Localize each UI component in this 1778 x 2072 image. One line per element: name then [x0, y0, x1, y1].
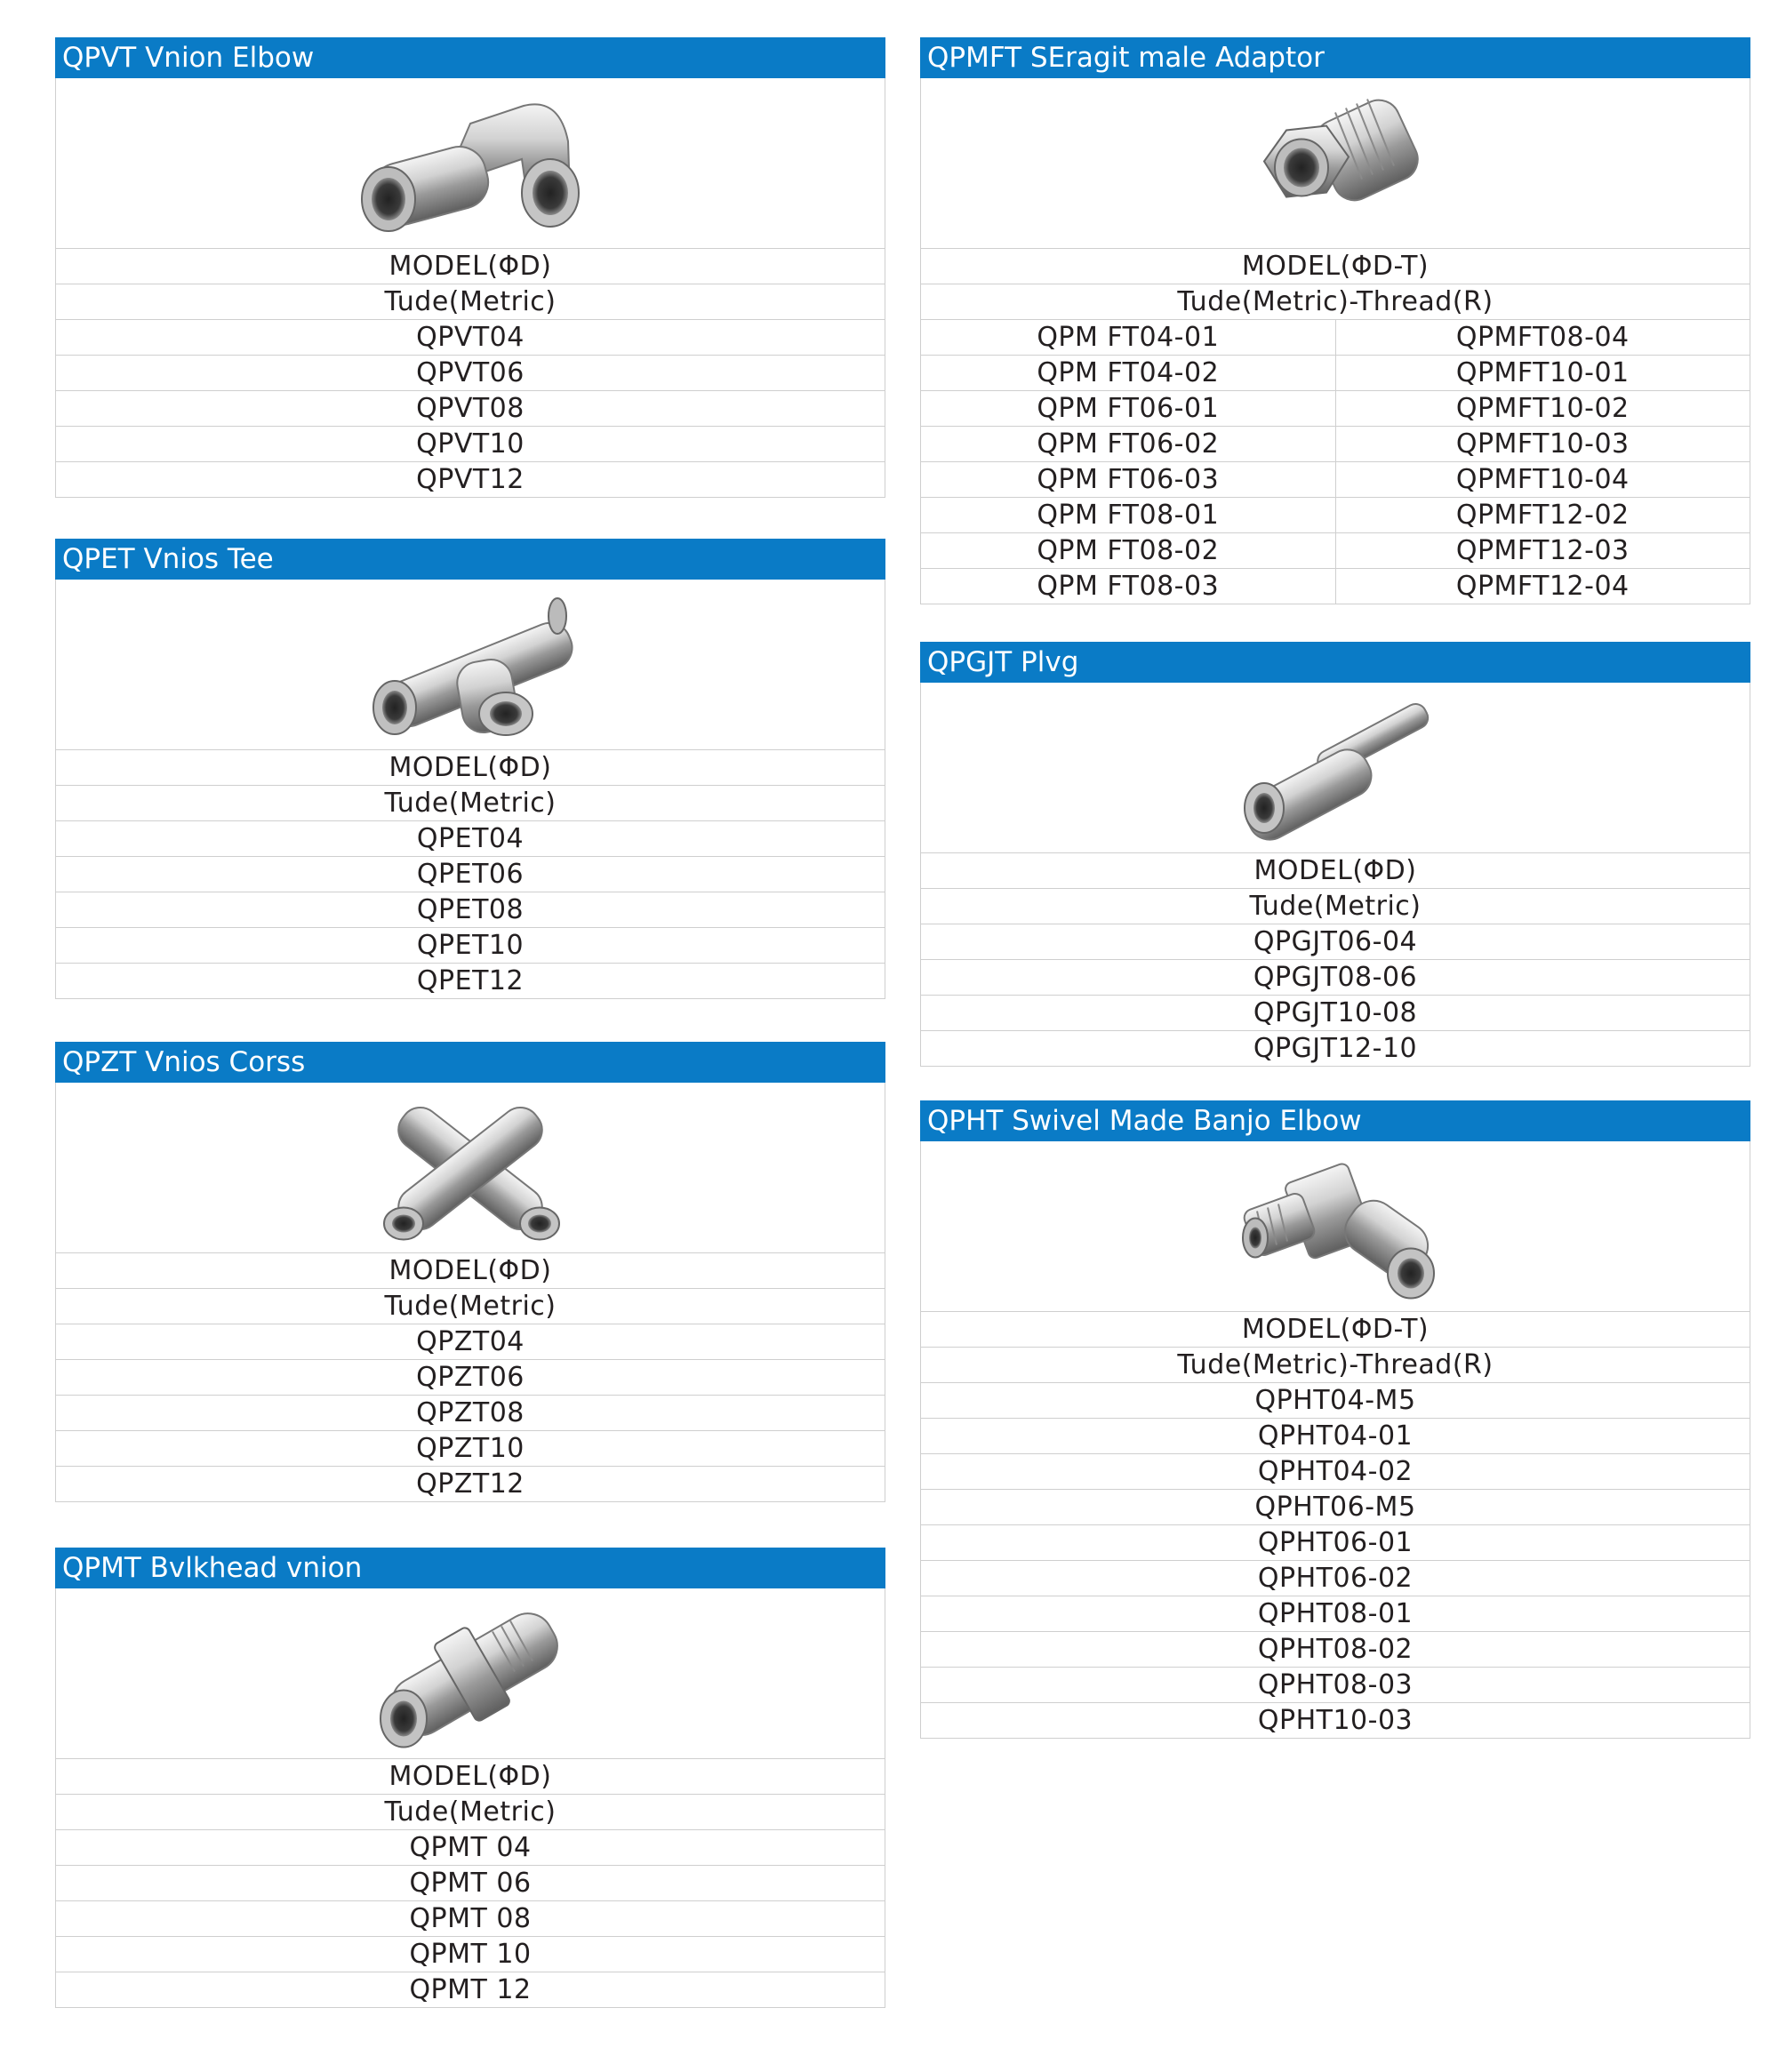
section-title: QPMT Bvlkhead vnion	[55, 1548, 885, 1588]
model-cell: QPM FT04-02	[921, 356, 1336, 390]
model-cell: QPMFT10-04	[1455, 464, 1630, 495]
model-header: MODEL(ΦD)	[55, 1253, 885, 1289]
table-row	[920, 427, 1750, 462]
model-cell: QPM FT08-01	[921, 498, 1336, 532]
section-qpzt	[55, 1042, 885, 1502]
model-header: MODEL(ΦD)	[920, 853, 1750, 889]
table-row: QPMT 12	[55, 1972, 885, 2008]
model-cell: QPM FT08-02	[921, 533, 1336, 568]
table-row: QPMT 06	[55, 1866, 885, 1901]
table-row: QPHT08-03	[920, 1668, 1750, 1703]
table-row	[920, 569, 1750, 604]
model-cell: QPMFT10-03	[1455, 428, 1630, 460]
table-row: QPHT08-02	[920, 1632, 1750, 1668]
table-row: QPZT12	[55, 1467, 885, 1502]
table-row: QPET08	[55, 892, 885, 928]
model-cell: QPMFT08-04	[1455, 322, 1630, 353]
table-row: QPVT08	[55, 391, 885, 427]
table-row: QPMT 08	[55, 1901, 885, 1937]
table-row: QPET04	[55, 821, 885, 857]
model-header: MODEL(ΦD-T)	[920, 1312, 1750, 1348]
table-row: QPHT06-M5	[920, 1490, 1750, 1525]
section-title: QPMFT SEragit male Adaptor	[920, 37, 1750, 78]
tube-header: Tude(Metric)-Thread(R)	[920, 1348, 1750, 1383]
table-row: QPMT 10	[55, 1937, 885, 1972]
section-qpvt	[55, 37, 885, 498]
table-row: QPZT10	[55, 1431, 885, 1467]
tube-header: Tude(Metric)	[55, 1289, 885, 1324]
table-row: QPET06	[55, 857, 885, 892]
table-row: QPGJT10-08	[920, 996, 1750, 1031]
section-qpht	[920, 1100, 1750, 1739]
table-row	[920, 498, 1750, 533]
model-cell: QPMFT10-02	[1455, 393, 1630, 424]
table-row: QPHT04-01	[920, 1419, 1750, 1454]
model-header: MODEL(ΦD-T)	[920, 249, 1750, 284]
table-row: QPHT10-03	[920, 1703, 1750, 1739]
section-title: QPZT Vnios Corss	[55, 1042, 885, 1083]
plug-fitting-photo	[920, 683, 1750, 853]
table-row: QPHT04-02	[920, 1454, 1750, 1490]
female-adaptor-photo	[920, 78, 1750, 249]
table-row: QPZT06	[55, 1360, 885, 1396]
table-row: QPVT10	[55, 427, 885, 462]
model-cell: QPMFT10-01	[1455, 357, 1630, 388]
table-row: QPGJT08-06	[920, 960, 1750, 996]
table-row: QPZT08	[55, 1396, 885, 1431]
table-row: QPHT08-01	[920, 1596, 1750, 1632]
table-row	[920, 391, 1750, 427]
bulkhead-union-photo	[55, 1588, 885, 1759]
table-row	[920, 533, 1750, 569]
model-cell: QPM FT06-02	[921, 427, 1336, 461]
model-cell: QPM FT04-01	[921, 320, 1336, 355]
model-cell: QPMFT12-03	[1455, 535, 1630, 566]
table-row: QPMT 04	[55, 1830, 885, 1866]
model-header: MODEL(ΦD)	[55, 1759, 885, 1795]
table-row: QPGJT12-10	[920, 1031, 1750, 1067]
model-cell: QPM FT06-03	[921, 462, 1336, 497]
tube-header: Tude(Metric)	[920, 889, 1750, 924]
model-header: MODEL(ΦD)	[55, 750, 885, 786]
table-row: QPET12	[55, 964, 885, 999]
table-row: QPHT04-M5	[920, 1383, 1750, 1419]
tube-header: Tude(Metric)	[55, 786, 885, 821]
section-qpmt	[55, 1548, 885, 2008]
table-row: QPZT04	[55, 1324, 885, 1360]
model-cell: QPM FT06-01	[921, 391, 1336, 426]
table-row: QPVT06	[55, 356, 885, 391]
table-row	[920, 356, 1750, 391]
model-header: MODEL(ΦD)	[55, 249, 885, 284]
section-qpet	[55, 539, 885, 999]
table-row: QPVT04	[55, 320, 885, 356]
section-title: QPGJT Plvg	[920, 642, 1750, 683]
model-cell: QPMFT12-02	[1455, 500, 1630, 531]
table-row: QPET10	[55, 928, 885, 964]
tube-header: Tude(Metric)	[55, 284, 885, 320]
tee-fitting-photo	[55, 580, 885, 750]
model-cell: QPM FT08-03	[921, 569, 1336, 604]
table-row: QPHT06-02	[920, 1561, 1750, 1596]
model-cell: QPMFT12-04	[1455, 571, 1630, 602]
table-row	[920, 320, 1750, 356]
tube-header: Tude(Metric)-Thread(R)	[920, 284, 1750, 320]
elbow-fitting-photo	[55, 78, 885, 249]
table-row: QPGJT06-04	[920, 924, 1750, 960]
table-row: QPVT12	[55, 462, 885, 498]
cross-fitting-photo	[55, 1083, 885, 1253]
section-qpmft	[920, 37, 1750, 604]
banjo-elbow-photo	[920, 1141, 1750, 1312]
table-row	[920, 462, 1750, 498]
section-qpgjt	[920, 642, 1750, 1067]
section-title: QPHT Swivel Made Banjo Elbow	[920, 1100, 1750, 1141]
tube-header: Tude(Metric)	[55, 1795, 885, 1830]
table-row: QPHT06-01	[920, 1525, 1750, 1561]
section-title: QPET Vnios Tee	[55, 539, 885, 580]
section-title: QPVT Vnion Elbow	[55, 37, 885, 78]
